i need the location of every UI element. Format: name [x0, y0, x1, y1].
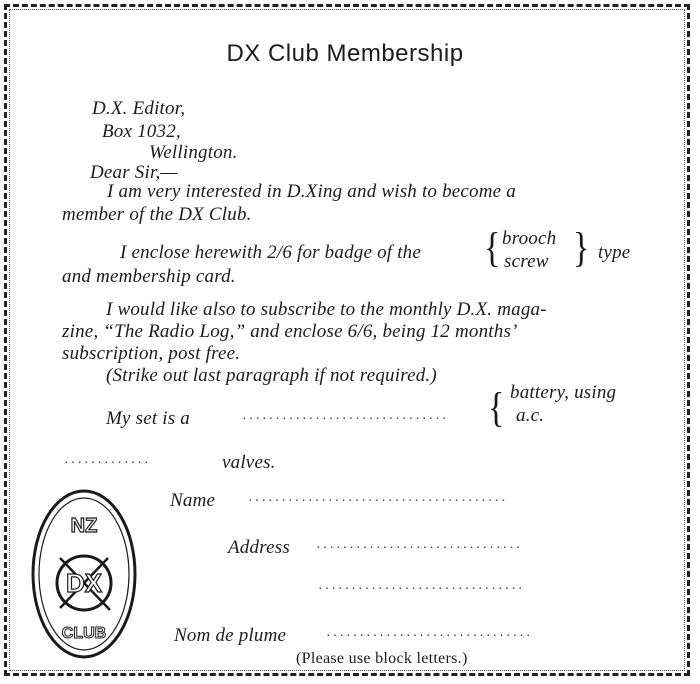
- address-field-line2[interactable]: ·······························: [318, 582, 525, 597]
- paragraph2-after: type: [598, 242, 631, 263]
- address-line-1: D.X. Editor,: [92, 98, 186, 119]
- set-option-battery[interactable]: battery, using: [510, 382, 617, 403]
- badge-option-brooch[interactable]: brooch: [502, 228, 557, 249]
- salutation: Dear Sir,—: [90, 162, 178, 183]
- set-type-field[interactable]: ·······························: [242, 412, 449, 427]
- valves-field[interactable]: ·············: [64, 456, 151, 471]
- address-field-line1[interactable]: ·······························: [316, 541, 523, 556]
- paragraph2-line2: and membership card.: [62, 266, 236, 287]
- set-option-ac[interactable]: a.c.: [516, 405, 545, 426]
- set-label: My set is a: [106, 408, 190, 429]
- strike-note: (Strike out last paragraph if not required.): [106, 365, 437, 386]
- nz-dx-club-badge-logo: [30, 488, 138, 660]
- coupon-title: DX Club Membership: [226, 40, 464, 67]
- address-label: Address: [228, 537, 290, 558]
- paragraph1-line2: member of the DX Club.: [62, 204, 252, 225]
- brace-set: {: [488, 385, 505, 432]
- paragraph3-line1: I would like also to subscribe to the monthly D.X. maga-: [106, 299, 547, 320]
- brace-badge-right: }: [573, 225, 590, 272]
- nom-de-plume-label: Nom de plume: [174, 625, 287, 646]
- logo-bottom-text: CLUB: [61, 625, 107, 642]
- paragraph3-line3: subscription, post free.: [62, 343, 241, 364]
- badge-option-screw[interactable]: screw: [504, 251, 549, 272]
- name-label: Name: [170, 490, 216, 511]
- name-field[interactable]: ·······································: [248, 494, 508, 509]
- footer-note: (Please use block letters.): [296, 650, 468, 667]
- nom-de-plume-field[interactable]: ·······························: [326, 629, 533, 644]
- logo-top-text: NZ: [70, 515, 98, 537]
- address-line-3: Wellington.: [149, 142, 238, 163]
- brace-badge-left: {: [484, 225, 501, 272]
- valves-label: valves.: [222, 452, 276, 473]
- paragraph3-line2: zine, “The Radio Log,” and enclose 6/6, being 12 months’: [62, 321, 518, 342]
- paragraph2-lead: I enclose herewith 2/6 for badge of the: [120, 242, 422, 263]
- address-line-2: Box 1032,: [102, 121, 181, 142]
- logo-center-text: DX: [65, 568, 103, 598]
- paragraph1-line1: I am very interested in D.Xing and wish to become a: [107, 181, 516, 202]
